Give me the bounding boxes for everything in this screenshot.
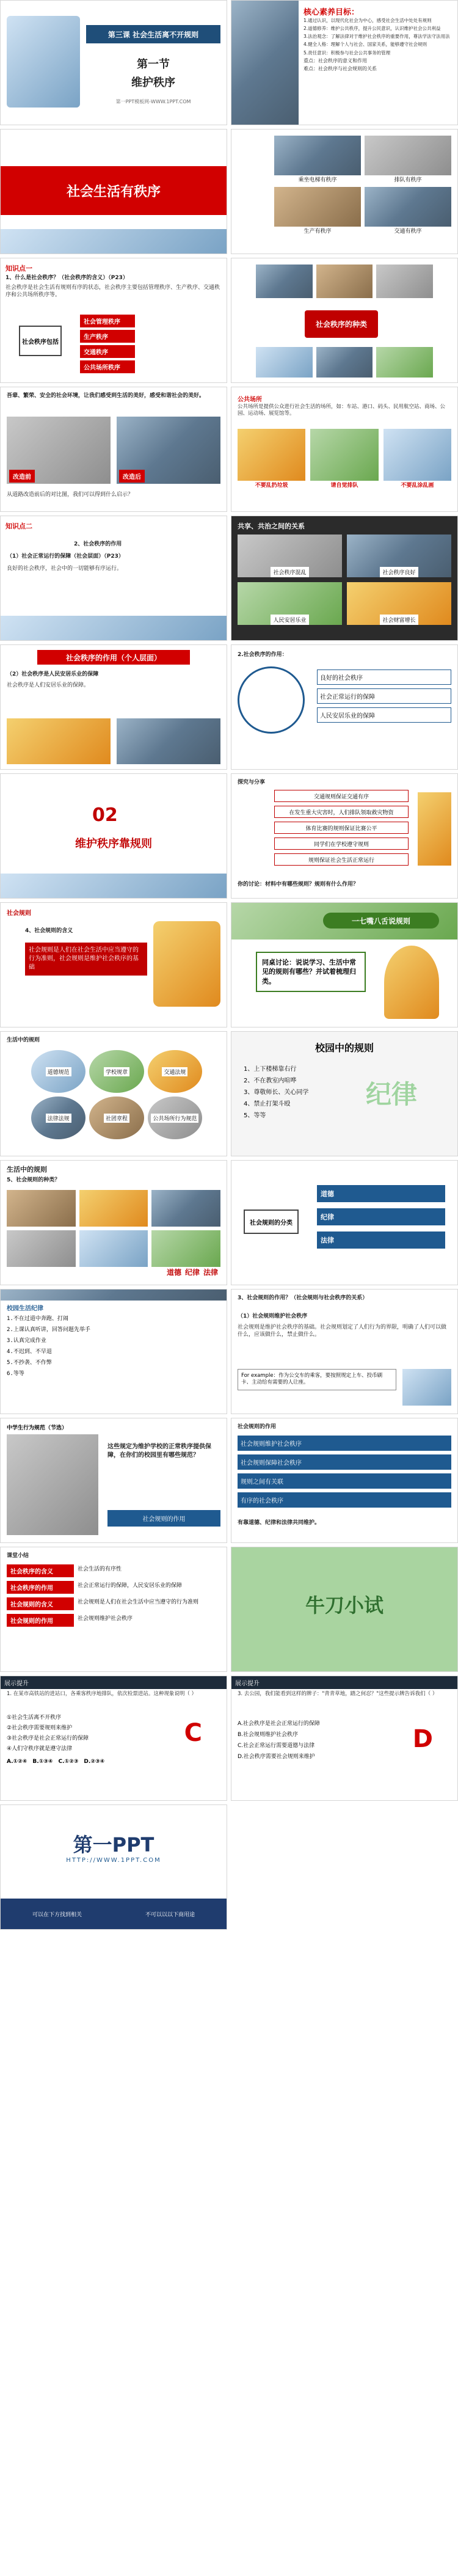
- slide-11[interactable]: [0, 644, 227, 770]
- concept-cell: [347, 582, 451, 625]
- before-label: 改造前: [9, 470, 35, 483]
- slide-18[interactable]: [231, 1031, 458, 1156]
- summary-row: [7, 1581, 220, 1594]
- queue-photo: [365, 136, 451, 175]
- photo: [376, 347, 433, 378]
- row-11: [0, 1289, 458, 1414]
- goal-item: 5.责任意识：积极参与社会公共事务的管理: [304, 49, 391, 56]
- slide-3[interactable]: [0, 129, 227, 254]
- summary-content: 社会正常运行的保障，人民安居乐业的保障: [78, 1583, 183, 1589]
- slide-24[interactable]: [231, 1418, 458, 1543]
- summary-list: [7, 1564, 220, 1627]
- center-node: 社会规则的分类: [244, 1210, 299, 1234]
- body-text: 社会规则是维护社会秩序的基础。社会规则划定了人们行为的界限，明确了人们可以做什么，应该做什么，禁止做什么。: [238, 1324, 447, 1338]
- footer-left: 可以在下方找到相关: [32, 1911, 82, 1918]
- summary-content: 社会规则是人们在社会生活中应当遵守的行为准则: [78, 1599, 199, 1605]
- slide-title: 校园中的规则: [314, 1042, 374, 1054]
- goal-item: 2.道德修养：维护公共秩序，提升公民意识，认识维护社会公共利益: [304, 26, 441, 32]
- rule-bubble: [31, 1096, 85, 1139]
- category-item: 道德: [317, 1185, 445, 1202]
- point-item: 社会正常运行的保障: [317, 688, 451, 704]
- slide-5[interactable]: [0, 258, 227, 383]
- photo-cell: [365, 187, 451, 235]
- summary-head: 社会秩序的作用: [7, 1581, 74, 1594]
- photo-label: 乘坐电梯有秩序: [298, 177, 337, 183]
- question: 3. 去公园，我们能看到这样的牌子："青青草地，踏之何忍？"这些提示牌告诉我们（ ）: [238, 1691, 438, 1697]
- slide-6[interactable]: [231, 258, 458, 383]
- slide-title: 校园生活纪律: [7, 1305, 43, 1312]
- slide-9[interactable]: [0, 516, 227, 641]
- photo: [151, 1230, 220, 1267]
- sunflower-image: [384, 946, 439, 1019]
- branch-item: 公共场所秩序: [80, 360, 135, 373]
- footer-text: 第一PPT模板网-WWW.1PPT.COM: [115, 99, 191, 104]
- photo: [7, 1190, 76, 1227]
- flow-step: 交通规则保证交通有序: [274, 790, 409, 802]
- intro-text: 吾辈、繁荣、安全的社会环境，让我们感受到生活的美好，感受和谐社会的美好。: [7, 393, 205, 399]
- body-text: 社会秩序是人们安居乐业的保障。: [7, 682, 90, 688]
- photo: [151, 1190, 220, 1227]
- concept-grid: [238, 535, 451, 625]
- answer-mark: D: [412, 1725, 433, 1753]
- photo: [316, 265, 373, 298]
- option-item: ②社会秩序需要规则来维护: [7, 1725, 73, 1731]
- slide-20[interactable]: [231, 1160, 458, 1285]
- option-item: D.社会秩序需要社会规则来维护: [238, 1754, 315, 1760]
- example-box: For example：作为公交车的乘客，要按照规定上车、投币刷卡、主动给有需要的人让座。: [238, 1369, 396, 1390]
- slide-21[interactable]: [0, 1289, 227, 1414]
- center-node: 社会秩序包括: [19, 326, 62, 356]
- concept-cell: [238, 535, 342, 577]
- definition-head: 公共场所: [238, 396, 262, 403]
- photo-cell: [274, 136, 361, 183]
- chapter-banner: [86, 25, 220, 43]
- summary-row: [7, 1614, 220, 1627]
- slide-28[interactable]: [231, 1676, 458, 1801]
- photo: [316, 347, 373, 378]
- row-8: [0, 902, 458, 1027]
- difficult-point: 难点：社会秩序与社会规则的关系: [304, 66, 377, 72]
- question: 5、社会规则的种类？: [7, 1177, 60, 1183]
- slide-26[interactable]: [231, 1547, 458, 1672]
- rule-item: 4.不迟到、不早退: [7, 1349, 52, 1355]
- summary-content: 社会规则维护社会秩序: [78, 1616, 133, 1622]
- points-list: [317, 670, 451, 723]
- header-bar: 展示提升: [231, 1676, 457, 1689]
- cartoon-image: [310, 429, 378, 481]
- caption: 从道路改造前后的对比图，我们可以得到什么启示？: [7, 492, 134, 498]
- brand-logo: 第一PPT: [73, 1833, 154, 1856]
- summary-row: [7, 1597, 220, 1610]
- photo-label: 排队有秩序: [394, 177, 422, 183]
- skyline-image: [1, 616, 227, 640]
- goals-list: [304, 18, 454, 73]
- header-bar: 展示提升: [1, 1676, 227, 1689]
- point-item: 规则之间有关联: [238, 1473, 451, 1489]
- photo-cell: [365, 136, 451, 183]
- discussion-question: 你的讨论：材料中有哪些规则？规则有什么作用？: [238, 881, 359, 888]
- answer-mark: C: [184, 1719, 202, 1747]
- circle-image: [238, 666, 305, 734]
- sub-heading: （2）社会秩序是人民安居乐业的保障: [7, 671, 99, 677]
- row-3: [0, 258, 458, 383]
- row-5: [0, 516, 458, 641]
- rule-list: [244, 1062, 308, 1120]
- photo-cell: [274, 187, 361, 235]
- question: 2、社会秩序的作用: [74, 541, 122, 547]
- rule-item: 2、不在教室内喧哗: [244, 1078, 297, 1084]
- rule-bubble: [148, 1096, 202, 1139]
- document-image: [7, 1434, 98, 1535]
- footer-bar: [1, 1899, 227, 1929]
- brand-url: HTTP://WWW.1PPT.COM: [66, 1857, 161, 1864]
- point-list: [238, 1436, 451, 1508]
- after-label: 改造后: [119, 470, 145, 483]
- rule-item: 5.不抄袭、不作弊: [7, 1360, 52, 1366]
- row-15: [0, 1804, 458, 1930]
- rule-bubble: [89, 1096, 144, 1139]
- rule-item: 1、上下楼梯靠右行: [244, 1066, 297, 1073]
- rule-item: 3.认真完成作业: [7, 1338, 46, 1344]
- rule-item: 3、尊敬师长、关心同学: [244, 1089, 309, 1096]
- answer: 良好的社会秩序，社会中的一切能够有序运行。: [7, 566, 123, 572]
- slide-15[interactable]: [0, 902, 227, 1027]
- heading: 探究与分享: [238, 779, 266, 786]
- photo-label: 生产有秩序: [304, 228, 332, 235]
- slide-10[interactable]: [231, 516, 458, 641]
- summary-head: 社会秩序的含义: [7, 1564, 74, 1577]
- summary-head: 社会规则的含义: [7, 1597, 74, 1610]
- point-item: 社会规则保障社会秩序: [238, 1454, 451, 1470]
- slide-17[interactable]: [0, 1031, 227, 1156]
- rule-label: 公共场所行为规范: [151, 1114, 198, 1123]
- goals-heading: 核心素养目标：: [304, 8, 360, 17]
- question: 1、什么是社会秩序？（社会秩序的含义）（P23）: [5, 275, 128, 281]
- slide-19[interactable]: [0, 1160, 227, 1285]
- goal-item: 4.健全人格：理解个人与社会、国家关系，能够遵守社会规则: [304, 42, 427, 48]
- slide-title: 一七嘴八舌说规则: [323, 913, 439, 929]
- key-point: 重点：社会秩序的意义和作用: [304, 57, 367, 64]
- photo: [79, 1190, 148, 1227]
- photo-grid: [256, 347, 433, 378]
- photo: [256, 265, 313, 298]
- slide-7[interactable]: [0, 387, 227, 512]
- chapter-title: 第三课 社会生活离不开规则: [107, 30, 199, 39]
- text-block: [238, 392, 451, 418]
- cartoon-image: [383, 429, 451, 481]
- city-image: [231, 1, 299, 125]
- section-number: 02: [92, 805, 118, 826]
- footer-text: 有靠道德、纪律和法律共同维护。: [238, 1520, 321, 1526]
- rule-list: [7, 1314, 165, 1377]
- topic-title: 维护秩序: [131, 76, 175, 89]
- point-item: 良好的社会秩序: [317, 670, 451, 685]
- cartoon-tag: 不要乱涂乱画: [401, 483, 434, 489]
- branch-item: 社会管理秩序: [80, 315, 135, 327]
- tag-row: [167, 1267, 218, 1277]
- slide-1[interactable]: [0, 0, 227, 125]
- skyline-image: [1, 229, 227, 254]
- label: 社会规则: [7, 910, 31, 917]
- question: 1. 在某市高铁站的进站口，各乘客秩序地排队，依次检票进站。这种现象说明（ ）: [7, 1691, 197, 1697]
- slide-title: 生活中的规则: [7, 1166, 47, 1173]
- row-14: [0, 1676, 458, 1801]
- slide-22[interactable]: [231, 1289, 458, 1414]
- knowledge-tag: 知识点一: [5, 265, 32, 272]
- slide-title: 社会生活有秩序: [1, 166, 227, 215]
- top-strip: [1, 1290, 227, 1301]
- category-list: [317, 1185, 445, 1249]
- traffic-photo: [117, 718, 220, 764]
- photo: [256, 347, 313, 378]
- cartoon-image: [238, 429, 305, 481]
- skyline-image: [1, 874, 227, 898]
- summary-row: [7, 1564, 220, 1577]
- slide-title: 社会规则的作用: [238, 1424, 277, 1430]
- elevator-photo: [274, 136, 361, 175]
- option-item: ③社会秩序是社会正常运行的保障: [7, 1735, 89, 1742]
- slide-title: 共享、共治之间的关系: [238, 522, 305, 530]
- answer: 社会秩序是社会生活有规则有序的状态，社会秩序主要包括管理秩序、生产秩序、交通秩序和公共场所秩序等。: [5, 285, 220, 299]
- heading: 2.社会秩序的作用：: [238, 652, 288, 658]
- option-item: ④人们守秩序就是遵守法律: [7, 1746, 73, 1752]
- category-item: 纪律: [317, 1208, 445, 1225]
- tag: 法律: [203, 1268, 218, 1277]
- option-item: ①社会生活离不开秩序: [7, 1715, 62, 1721]
- answer-box: 社会规则是人们在社会生活中应当遵守的行为准则，社会规则是维护社会秩序的基础: [25, 943, 147, 976]
- row-12: [0, 1418, 458, 1543]
- rule-item: 4、禁止打架斗殴: [244, 1101, 291, 1107]
- rule-bubble: [31, 1050, 85, 1093]
- slide-8[interactable]: [231, 387, 458, 512]
- question: 3、社会规则的作用？（社会规则与社会秩序的关系）: [238, 1295, 368, 1301]
- option-item: C.社会正常运行需要道德与法律: [238, 1743, 315, 1749]
- rule-label: 法律法规: [46, 1114, 71, 1123]
- rule-item: 5、等等: [244, 1112, 266, 1119]
- photo: [79, 1230, 148, 1267]
- row-6: [0, 644, 458, 770]
- topic-button[interactable]: 社会规则的作用: [107, 1510, 220, 1527]
- rule-item: 2.上课认真听讲，回答问题先举手: [7, 1327, 90, 1333]
- options: [7, 1713, 165, 1765]
- option-item: A.社会秩序是社会正常运行的保障: [238, 1721, 320, 1727]
- slide-29[interactable]: [0, 1804, 227, 1930]
- slide-4[interactable]: [231, 129, 458, 254]
- slide-16[interactable]: [231, 902, 458, 1027]
- rule-label: 道德规范: [46, 1067, 71, 1076]
- discussion-box: 同桌讨论：说说学习、生活中常见的规则有哪些？并试着梳理归类。: [256, 952, 366, 992]
- slide-13[interactable]: [0, 773, 227, 899]
- flower-pot-image: [7, 16, 80, 108]
- row-13: [0, 1547, 458, 1672]
- bus-photo: [7, 718, 111, 764]
- slide-14[interactable]: [231, 773, 458, 899]
- flow-chain: [274, 790, 409, 866]
- goal-item: 1.通过认识，以现代化社会为中心，感受社会生活中处处有规则: [304, 18, 432, 23]
- flow-step: 规则保证社会生活正常运行: [274, 853, 409, 866]
- point-item: 社会规则维护社会秩序: [238, 1436, 451, 1451]
- concept-label: 社会财富增长: [380, 615, 418, 625]
- slide-2[interactable]: [231, 0, 458, 125]
- slide-23[interactable]: [0, 1418, 227, 1543]
- photo-grid: [256, 265, 433, 298]
- photo-grid: [7, 1190, 220, 1267]
- cartoon-cell: [383, 429, 451, 489]
- sub-question: （1）社会正常运行的保障（社会层面）（P23）: [7, 553, 124, 560]
- row-2: [0, 129, 458, 254]
- point-item: 人民安居乐业的保障: [317, 707, 451, 723]
- flow-step: 在发生重大灾害时，人们排队领取救灾物资: [274, 806, 409, 818]
- cartoon-cell: [238, 429, 305, 489]
- rule-bubble: [89, 1050, 144, 1093]
- row-10: [0, 1160, 458, 1285]
- options: [238, 1719, 402, 1760]
- center-node: 社会秩序的种类: [305, 310, 378, 338]
- flow-step: 同学们在学校遵守规则: [274, 837, 409, 850]
- concept-label: 社会秩序良好: [380, 567, 418, 577]
- slide-title: 中学生行为规范（节选）: [7, 1425, 68, 1431]
- cartoon-grid: [238, 429, 451, 489]
- slide-title: 生活中的规则: [7, 1037, 40, 1043]
- rule-item: 1.不在过道中奔跑、打闹: [7, 1316, 68, 1322]
- rule-label: 交通法规: [162, 1067, 187, 1076]
- sub-heading: （1）社会规则维护社会秩序: [238, 1313, 308, 1319]
- row-9: [0, 1031, 458, 1156]
- summary-content: 社会生活的有序性: [78, 1566, 122, 1572]
- section-title: 维护秩序靠规则: [75, 837, 152, 850]
- rule-label: 社团章程: [104, 1114, 129, 1123]
- slide-title: 牛刀小试: [305, 1594, 383, 1617]
- tag: 道德: [166, 1268, 181, 1277]
- cartoon-tag: 不要乱扔垃圾: [255, 483, 288, 489]
- option-item: B.社会规则维护社会秩序: [238, 1732, 299, 1738]
- rule-bubble: [148, 1050, 202, 1093]
- concept-cell: [238, 582, 342, 625]
- photo: [402, 1369, 451, 1406]
- slide-12[interactable]: [231, 644, 458, 770]
- rule-label: 学校规章: [104, 1067, 129, 1076]
- section-title: 第一节: [137, 58, 170, 71]
- cartoon-image: [153, 921, 220, 1007]
- row-4: [0, 387, 458, 512]
- cartoon-tag: 请自觉排队: [330, 483, 358, 489]
- branch-list: [80, 315, 135, 373]
- photo: [7, 1230, 76, 1267]
- row-7: [0, 773, 458, 899]
- rule-grid: [31, 1050, 202, 1139]
- header-banner: 社会秩序的作用（个人层面）: [37, 650, 190, 665]
- summary-head: 社会规则的作用: [7, 1614, 74, 1627]
- slide-25[interactable]: [0, 1547, 227, 1672]
- slide-27[interactable]: [0, 1676, 227, 1801]
- question: 这些规定为维护学校的正常秩序提供保障，在你们的校园里有哪些规范？: [107, 1443, 211, 1459]
- flow-step: 体育比赛的规则保证比赛公平: [274, 822, 409, 834]
- branch-item: 交通秩序: [80, 345, 135, 358]
- photo-label: 交通有秩序: [394, 228, 422, 235]
- goal-item: 3.法治观念：了解法律对于维护社会秩序的重要作用，尊法学法守法用法: [304, 34, 450, 40]
- answer-choices: A.①②④ B.①③④ C.①②③ D.②③④: [7, 1759, 105, 1765]
- footer-right: 不可以以以下商用途: [145, 1911, 195, 1918]
- cartoon-cell: [310, 429, 378, 489]
- branch-item: 生产秩序: [80, 330, 135, 343]
- photo-grid: [274, 136, 451, 235]
- concept-label: 人民安居乐业: [271, 615, 308, 625]
- tag: 纪律: [184, 1268, 200, 1277]
- category-item: 法律: [317, 1231, 445, 1249]
- traffic-photo: [365, 187, 451, 227]
- rule-item: 6.等等: [7, 1371, 24, 1377]
- definition-text: 公共场所是提供公众进行社会生活的场所，如：车站、港口、码头、民用航空站、商场、公园、运动场、展览馆等。: [238, 404, 446, 417]
- production-photo: [274, 187, 361, 227]
- knowledge-tag: 知识点二: [5, 522, 32, 530]
- photo: [376, 265, 433, 298]
- slide-title: 课堂小结: [7, 1553, 29, 1559]
- point-item: 有序的社会秩序: [238, 1492, 451, 1508]
- side-image: [418, 792, 451, 866]
- big-word: 纪律: [366, 1079, 418, 1109]
- row-1: [0, 0, 458, 125]
- concept-cell: [347, 535, 451, 577]
- concept-label: 社会秩序混乱: [271, 567, 308, 577]
- question: 4、社会规则的含义: [25, 928, 73, 934]
